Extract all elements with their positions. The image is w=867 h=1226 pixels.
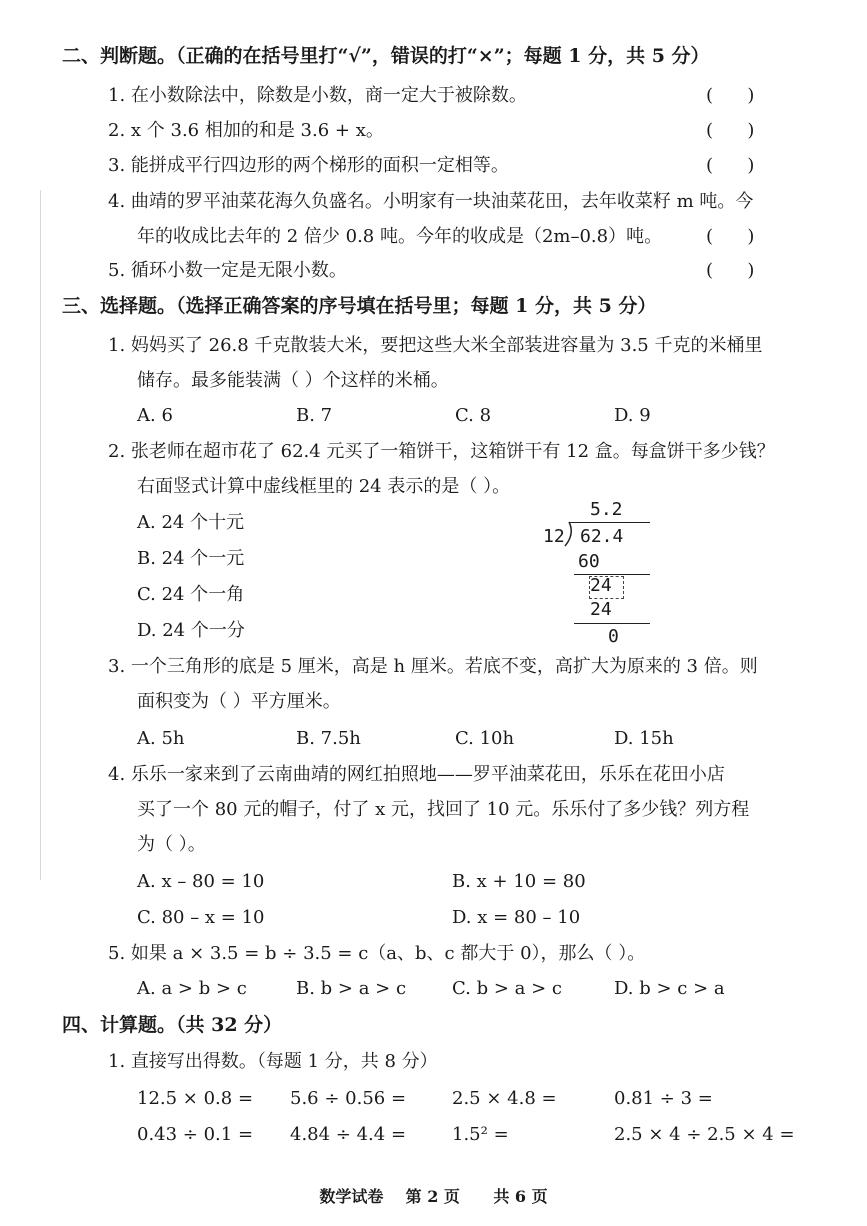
division-bracket-curve <box>563 521 575 547</box>
page-footer: 数学试卷 第 2 页 共 6 页 <box>319 1187 548 1206</box>
s3-q4-option-c[interactable]: C. 80 – x = 10 <box>137 907 265 928</box>
calc-1-2[interactable]: 5.6 ÷ 0.56 = <box>290 1088 407 1109</box>
s2-item-4-line-2: 年的收成比去年的 2 倍少 0.8 吨。今年的收成是（2m–0.8）吨。 <box>137 226 663 247</box>
s3-q5-option-d[interactable]: D. b > c > a <box>614 978 725 999</box>
s4-sub-1-title: 1. 直接写出得数。（每题 1 分，共 8 分） <box>108 1051 438 1072</box>
s2-answer-blank-2[interactable]: ( ) <box>706 120 755 141</box>
calc-2-1[interactable]: 0.43 ÷ 0.1 = <box>137 1124 254 1145</box>
s3-q5-option-c[interactable]: C. b > a > c <box>452 978 562 999</box>
s3-q1-line-2: 储存。最多能装满（ ）个这样的米桶。 <box>137 370 449 391</box>
division-dividend: 62.4 <box>580 526 624 547</box>
s2-item-3: 3. 能拼成平行四边形的两个梯形的面积一定相等。 <box>108 155 509 176</box>
calc-2-2[interactable]: 4.84 ÷ 4.4 = <box>290 1124 407 1145</box>
calc-1-4[interactable]: 0.81 ÷ 3 = <box>614 1088 713 1109</box>
s3-q3-option-b[interactable]: B. 7.5h <box>296 728 361 749</box>
s2-answer-blank-1[interactable]: ( ) <box>706 85 755 106</box>
s3-q2-option-d[interactable]: D. 24 个一分 <box>137 620 245 641</box>
s3-q3-option-c[interactable]: C. 10h <box>455 728 515 749</box>
s3-q1-option-c[interactable]: C. 8 <box>455 405 492 426</box>
s3-q5-line-1: 5. 如果 a × 3.5 = b ÷ 3.5 = c（a、b、c 都大于 0），那么（ ）。 <box>108 943 646 964</box>
s3-q4-option-a[interactable]: A. x – 80 = 10 <box>137 871 265 892</box>
section-4-title: 四、计算题。（共 32 分） <box>62 1014 283 1036</box>
s3-q2-option-a[interactable]: A. 24 个十元 <box>137 512 245 533</box>
division-rule-2 <box>574 623 650 624</box>
s2-item-4-line-1: 4. 曲靖的罗平油菜花海久负盛名。小明家有一块油菜花田，去年收菜籽 m 吨。今 <box>108 191 754 212</box>
s2-answer-blank-3[interactable]: ( ) <box>706 155 755 176</box>
s3-q1-option-d[interactable]: D. 9 <box>614 405 651 426</box>
s3-q4-option-d[interactable]: D. x = 80 – 10 <box>452 907 581 928</box>
s3-q1-line-1: 1. 妈妈买了 26.8 千克散装大米，要把这些大米全部装进容量为 3.5 千克的米桶里 <box>108 335 763 356</box>
s3-q1-option-a[interactable]: A. 6 <box>137 405 173 426</box>
division-step-3: 24 <box>590 599 612 620</box>
s3-q3-option-d[interactable]: D. 15h <box>614 728 674 749</box>
s3-q2-line-1: 2. 张老师在超市花了 62.4 元买了一箱饼干，这箱饼干有 12 盒。每盒饼干多少钱？ <box>108 441 775 462</box>
s3-q4-line-2: 买了一个 80 元的帽子，付了 x 元，找回了 10 元。乐乐付了多少钱？列方程 <box>137 799 750 820</box>
s3-q5-option-a[interactable]: A. a > b > c <box>137 978 247 999</box>
s3-q4-option-b[interactable]: B. x + 10 = 80 <box>452 871 586 892</box>
s3-q2-option-b[interactable]: B. 24 个一元 <box>137 548 245 569</box>
s3-q3-line-2: 面积变为（ ）平方厘米。 <box>137 691 341 712</box>
division-quotient: 5.2 <box>590 499 623 520</box>
division-step-1: 60 <box>578 551 600 572</box>
s3-q3-option-a[interactable]: A. 5h <box>137 728 185 749</box>
s3-q2-option-c[interactable]: C. 24 个一角 <box>137 584 245 605</box>
division-bracket-top <box>570 522 650 523</box>
section-2-title: 二、判断题。（正确的在括号里打“√”，错误的打“×”；每题 1 分，共 5 分） <box>62 45 710 67</box>
s2-item-2: 2. x 个 3.6 相加的和是 3.6 + x。 <box>108 120 384 141</box>
division-step-2: 24 <box>590 575 612 596</box>
section-3-title: 三、选择题。（选择正确答案的序号填在括号里；每题 1 分，共 5 分） <box>62 295 657 317</box>
s3-q4-line-1: 4. 乐乐一家来到了云南曲靖的网红拍照地——罗平油菜花田，乐乐在花田小店 <box>108 764 725 785</box>
division-rule-1 <box>574 574 650 575</box>
s3-q1-option-b[interactable]: B. 7 <box>296 405 333 426</box>
calc-2-4[interactable]: 2.5 × 4 ÷ 2.5 × 4 = <box>614 1124 795 1145</box>
s3-q3-line-1: 3. 一个三角形的底是 5 厘米，高是 h 厘米。若底不变，高扩大为原来的 3 倍。则 <box>108 656 758 677</box>
calc-2-3[interactable]: 1.5² = <box>452 1124 509 1145</box>
division-divisor: 12 <box>543 526 565 547</box>
s3-q5-option-b[interactable]: B. b > a > c <box>296 978 407 999</box>
s2-answer-blank-5[interactable]: ( ) <box>706 260 755 281</box>
s3-q2-line-2: 右面竖式计算中虚线框里的 24 表示的是（ ）。 <box>137 476 511 497</box>
division-remainder: 0 <box>608 626 619 647</box>
long-division-figure <box>540 495 660 655</box>
s2-item-5: 5. 循环小数一定是无限小数。 <box>108 260 347 281</box>
s2-item-1: 1. 在小数除法中，除数是小数，商一定大于被除数。 <box>108 85 527 106</box>
calc-1-1[interactable]: 12.5 × 0.8 = <box>137 1088 254 1109</box>
s2-answer-blank-4[interactable]: ( ) <box>706 226 755 247</box>
calc-1-3[interactable]: 2.5 × 4.8 = <box>452 1088 557 1109</box>
s3-q4-line-3: 为（ ）。 <box>137 834 206 855</box>
page-edge-shadow <box>40 190 41 880</box>
